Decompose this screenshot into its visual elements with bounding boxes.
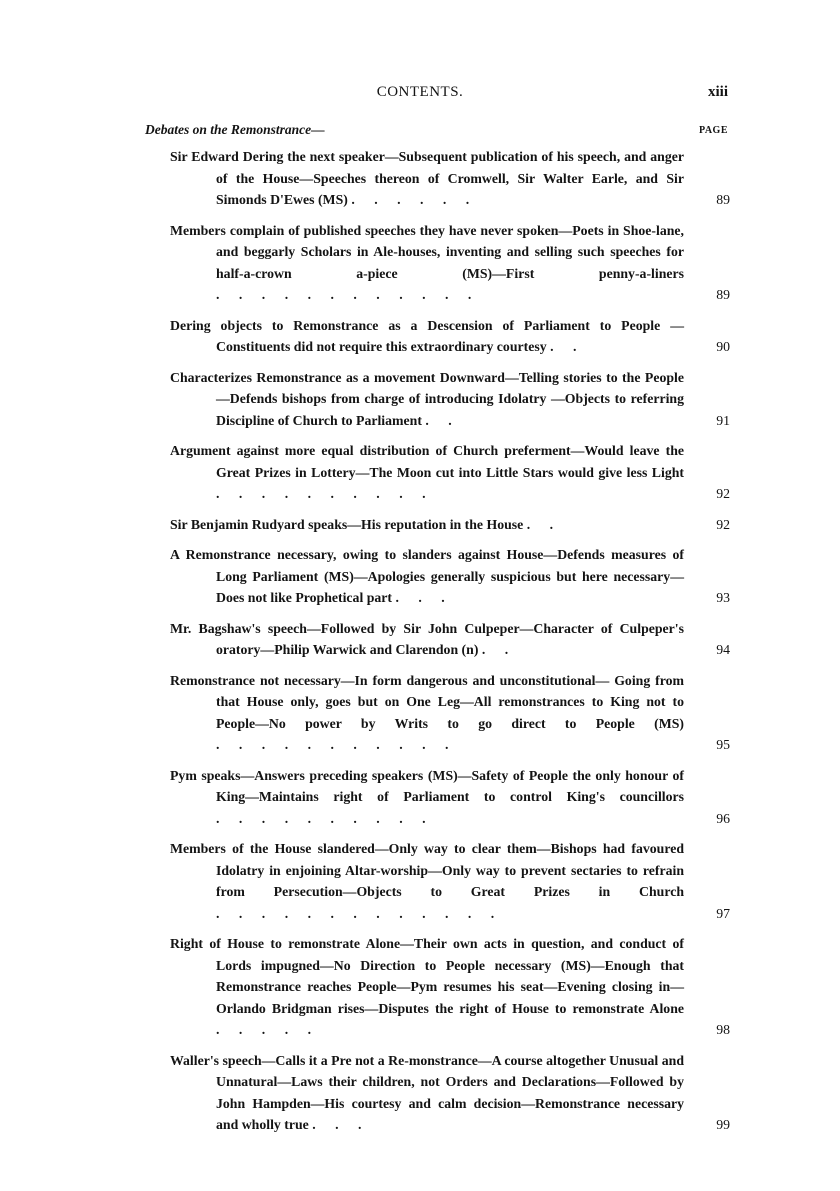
entry-text: Waller's speech—Calls it a Pre not a Re-monstrance—A course altogether Unusual and Unnatural—Laws their children, not Orders and Declarations—Followed by John Hampden—His courtesy and calm decision—Remonstrance necessary and wholly true . . . [170, 1052, 684, 1132]
entry-page-number: 89 [716, 192, 730, 207]
leader-dots: . . [526, 516, 562, 532]
page-column-label: PAGE [698, 125, 728, 136]
entry-text: Sir Benjamin Rudyard speaks—His reputation in the House . . [170, 516, 562, 532]
leader-dots: . . . . . . . . . . [216, 810, 434, 826]
contents-entry [170, 146, 730, 211]
leader-dots: . . . . . . . . . . . . [216, 287, 480, 302]
page-header-number: xiii [707, 84, 728, 100]
entry-text: Argument against more equal distribution of Church preferment—Would leave the Great Prizes in Lottery—The Moon cut into Little Stars would give less Light . . . . . . . . . . [170, 443, 684, 501]
leader-dots: . . . . . . . . . . . [216, 737, 457, 752]
entry-text: Characterizes Remonstrance as a movement Downward—Telling stories to the People—Defends bishops from charge of introducing Idolatry —Objects to referring Discipline of Church to Parliament . . [170, 369, 684, 428]
contents-entry [170, 670, 730, 756]
entry-page-number: 94 [716, 642, 730, 657]
leader-dots: . . [550, 339, 585, 354]
entry-text: Right of House to remonstrate Alone—Their own acts in question, and conduct of Lords impugned—No Direction to People necessary (MS)—Enough that Remonstrance reaches People—Pym resumes his seat—Evening closing in—Orlando Bridgman rises—Disputes the right of House to remonstrate Alone . . . . . [170, 936, 684, 1037]
entry-text: A Remonstrance necessary, owing to slanders against House—Defends measures of Long Parliament (MS)—Apologies generally suspicious but here necessary—Does not like Prophetical part . . . [170, 547, 684, 605]
contents-entry [170, 220, 730, 306]
entry-page-number: 89 [716, 287, 730, 302]
contents-entry [170, 315, 730, 358]
leader-dots: . . [425, 412, 460, 428]
contents-entry [170, 440, 730, 505]
leader-dots: . . . . . . . . . . [216, 486, 434, 501]
leader-dots: . . . . . [216, 1022, 320, 1037]
running-head [0, 84, 840, 106]
contents-entry [170, 367, 730, 432]
entry-text: Remonstrance not necessary—In form dangerous and unconstitutional— Going from that House only, goes but on One Leg—All remonstrances to King not to People—No power by Writs to go direct to People (MS) . . . . . . . . . . . [170, 672, 684, 752]
leader-dots: . . . [395, 590, 453, 605]
contents-entry [170, 544, 730, 609]
entry-page-number: 92 [716, 486, 730, 501]
entry-text: Members of the House slandered—Only way to clear them—Bishops had favoured Idolatry in enjoining Altar-worship—Only way to prevent sectaries to refrain from Persecution—Objects to Great Prizes in Church . . . . . . . . . . . . . [170, 841, 684, 921]
entry-page-number: 92 [716, 516, 730, 532]
contents-entry [170, 514, 730, 536]
entry-text: Mr. Bagshaw's speech—Followed by Sir John Culpeper—Character of Culpeper's oratory—Philip Warwick and Clarendon (n) . . [170, 620, 684, 657]
entry-text: Dering objects to Remonstrance as a Descension of Parliament to People —Constituents did not require this extraordinary courtesy . . [170, 317, 684, 354]
entry-page-number: 91 [716, 412, 730, 428]
leader-dots: . . . [312, 1117, 370, 1132]
contents-entry [170, 933, 730, 1041]
entry-text: Members complain of published speeches they have never spoken—Poets in Shoe-lane, and beggarly Scholars in Ale-houses, inventing and selling such speeches for half-a-crown a-piece (MS)—First penny-a-liners . . . . . . . . . . . . [170, 222, 684, 302]
contents-entry [170, 618, 730, 661]
section-title: Debates on the Remonstrance— [145, 122, 325, 137]
entry-page-number: 93 [716, 590, 730, 605]
entry-page-number: 97 [716, 905, 730, 921]
leader-dots: . . . . . . [351, 192, 478, 207]
entry-page-number: 96 [716, 810, 730, 826]
entry-page-number: 99 [716, 1117, 730, 1132]
entry-text: Sir Edward Dering the next speaker—Subsequent publication of his speech, and anger of the House—Speeches thereon of Cromwell, Sir Walter Earle, and Sir Simonds D'Ewes (MS) . . . . . . [170, 149, 684, 207]
leader-dots: . . [481, 642, 517, 657]
entry-page-number: 90 [716, 339, 730, 354]
page-header-title: CONTENTS. [376, 84, 464, 100]
contents-list [170, 146, 730, 1145]
contents-entry [170, 1050, 730, 1136]
contents-entry [170, 838, 730, 924]
entry-text: Pym speaks—Answers preceding speakers (MS)—Safety of People the only honour of King—Maintains right of Parliament to control King's councillors . . . . . . . . . . [170, 767, 684, 826]
contents-entry [170, 765, 730, 830]
entry-page-number: 98 [716, 1022, 730, 1037]
entry-page-number: 95 [716, 737, 730, 752]
leader-dots: . . . . . . . . . . . . . [216, 905, 503, 921]
